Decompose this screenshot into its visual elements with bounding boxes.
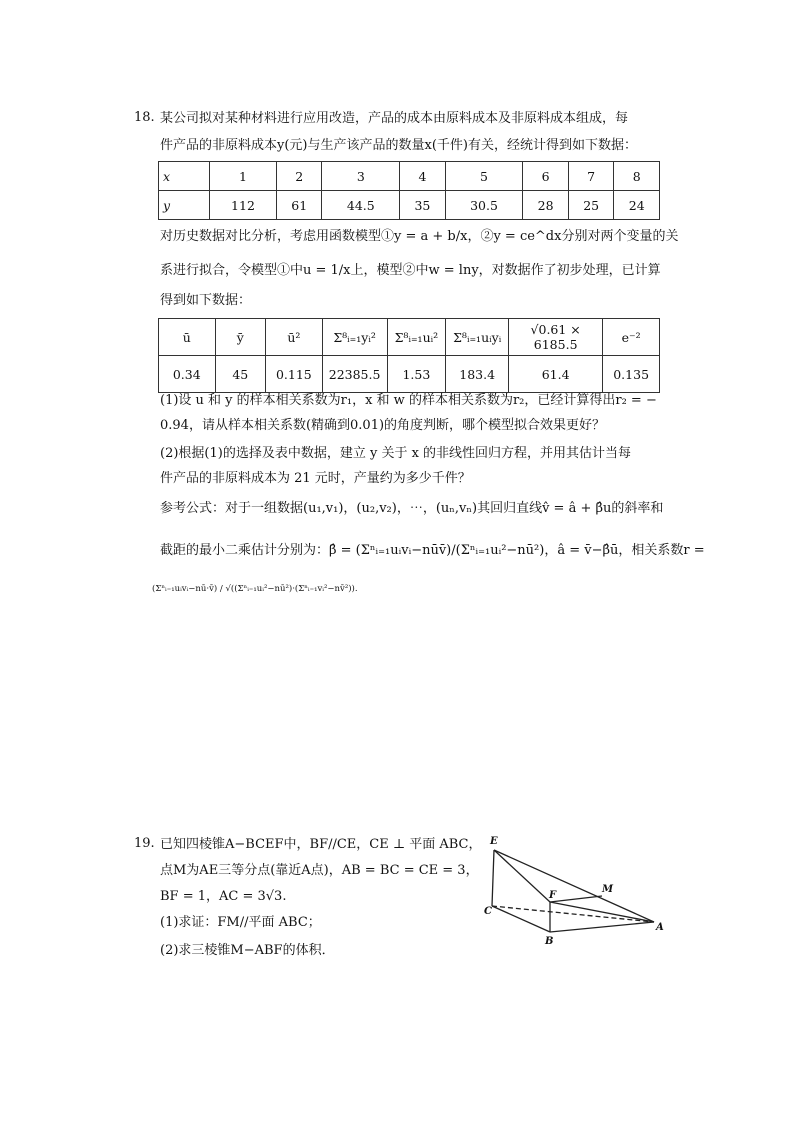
table-cell: 0.135	[603, 356, 660, 393]
table-cell: 25	[568, 191, 614, 220]
q18-line-9: 件产品的非原料成本为 21 元时，产量约为多少千件？	[160, 471, 471, 486]
label-b: B	[545, 936, 554, 947]
table-cell: 112	[210, 191, 277, 220]
label-e: E	[490, 836, 498, 847]
table-header-cell: Σ⁸ᵢ₌₁uᵢyᵢ	[446, 319, 509, 356]
table-cell: 4	[400, 162, 446, 191]
table-cell: 8	[614, 162, 660, 191]
edge-cb	[492, 906, 550, 932]
table-cell: 24	[614, 191, 660, 220]
table-header-cell: √0.61 × 6185.5	[509, 319, 603, 356]
label-a: A	[656, 922, 664, 933]
table-header-row	[159, 319, 660, 356]
table-header-cell: e⁻²	[603, 319, 660, 356]
table-header-cell: Σ⁸ᵢ₌₁yᵢ²	[322, 319, 387, 356]
data-table-x-y	[158, 161, 660, 220]
q18-line-10: 参考公式：对于一组数据(u₁,v₁)，(u₂,v₂)，⋯，(uₙ,vₙ)其回归直线v̂ = â + β̂u的斜率和	[160, 501, 664, 516]
table-cell: 3	[322, 162, 400, 191]
table-row-x	[159, 162, 660, 191]
table-cell: x	[159, 162, 210, 191]
q19-line-3: BF = 1，AC = 3√3.	[160, 889, 287, 904]
table-cell: 0.115	[266, 356, 323, 393]
q18-line-2: 件产品的非原料成本y(元)与生产该产品的数量x(千件)有关，经统计得到如下数据：	[160, 138, 637, 153]
edge-fm	[550, 896, 602, 902]
table-cell: 2	[276, 162, 322, 191]
table-cell: 1	[210, 162, 277, 191]
table-header-cell: ū²	[266, 319, 323, 356]
q19-line-1: 已知四棱锥A−BCEF中，BF//CE，CE ⊥ 平面 ABC，	[160, 837, 482, 852]
edge-ba	[550, 922, 654, 932]
q19-line-4: (1)求证：FM//平面 ABC；	[160, 915, 321, 930]
processed-data-table	[158, 318, 660, 393]
table-cell: 28	[523, 191, 569, 220]
table-cell: 0.34	[159, 356, 216, 393]
table-cell: 44.5	[322, 191, 400, 220]
label-f: F	[549, 890, 557, 901]
correlation-formula: (Σⁿᵢ₌₁uᵢvᵢ−nū·v̄) / √((Σⁿᵢ₌₁uᵢ²−nū²)·(Σⁿᵢ₌₁vᵢ²−nv̄²)).	[152, 584, 358, 594]
question-19-number: 19.	[134, 836, 155, 851]
q18-line-11: 截距的最小二乘估计分别为：β̂ = (Σⁿᵢ₌₁uᵢvᵢ−nūv̄)/(Σⁿᵢ₌₁uᵢ²−nū²)，â = v̄−β̂ū，相关系数r =	[160, 543, 705, 558]
q18-line-7: 0.94，请从样本相关系数(精确到0.01)的角度判断，哪个模型拟合效果更好？	[160, 418, 606, 433]
table-cell: 61	[276, 191, 322, 220]
table-header-cell: ȳ	[215, 319, 265, 356]
table-cell: 1.53	[387, 356, 446, 393]
q18-line-1: 某公司拟对某种材料进行应用改造，产品的成本由原料成本及非原料成本组成，每	[160, 111, 629, 126]
table-row	[159, 356, 660, 393]
q19-line-2: 点M为AE三等分点(靠近A点)，AB = BC = CE = 3，	[160, 863, 479, 878]
q18-line-5: 得到如下数据：	[160, 293, 252, 308]
table-cell: 6	[523, 162, 569, 191]
q18-line-4: 系进行拟合，令模型①中u = 1/x上，模型②中w = lny，对数据作了初步处理，已计算	[160, 263, 661, 278]
edge-fa	[550, 902, 654, 922]
table-cell: 7	[568, 162, 614, 191]
edge-ea	[494, 850, 654, 922]
edge-ca-hidden	[492, 906, 654, 922]
q18-line-8: (2)根据(1)的选择及表中数据，建立 y 关于 x 的非线性回归方程，并用其估计当每	[160, 446, 632, 461]
table-cell: 45	[215, 356, 265, 393]
question-18-number: 18.	[134, 110, 155, 125]
table-header-cell: ū	[159, 319, 216, 356]
table-header-cell: Σ⁸ᵢ₌₁uᵢ²	[387, 319, 446, 356]
label-c: C	[484, 906, 492, 917]
table-cell: y	[159, 191, 210, 220]
q19-line-5: (2)求三棱锥M−ABF的体积．	[160, 943, 335, 958]
table-cell: 61.4	[509, 356, 603, 393]
pyramid-figure	[476, 830, 676, 950]
table-cell: 35	[400, 191, 446, 220]
table-cell: 5	[445, 162, 523, 191]
edge-ef	[494, 850, 550, 902]
table-cell: 183.4	[446, 356, 509, 393]
table-cell: 22385.5	[322, 356, 387, 393]
q18-line-6: (1)设 u 和 y 的样本相关系数为r₁，x 和 w 的样本相关系数为r₂，已经计算得出r₂ = −	[160, 393, 657, 408]
label-m: M	[602, 884, 614, 895]
table-cell: 30.5	[445, 191, 523, 220]
table-row-y	[159, 191, 660, 220]
edge-ec	[492, 850, 494, 906]
q18-line-3: 对历史数据对比分析，考虑用函数模型①y = a + b/x，②y = ce^dx分别对两个变量的关	[160, 229, 679, 244]
